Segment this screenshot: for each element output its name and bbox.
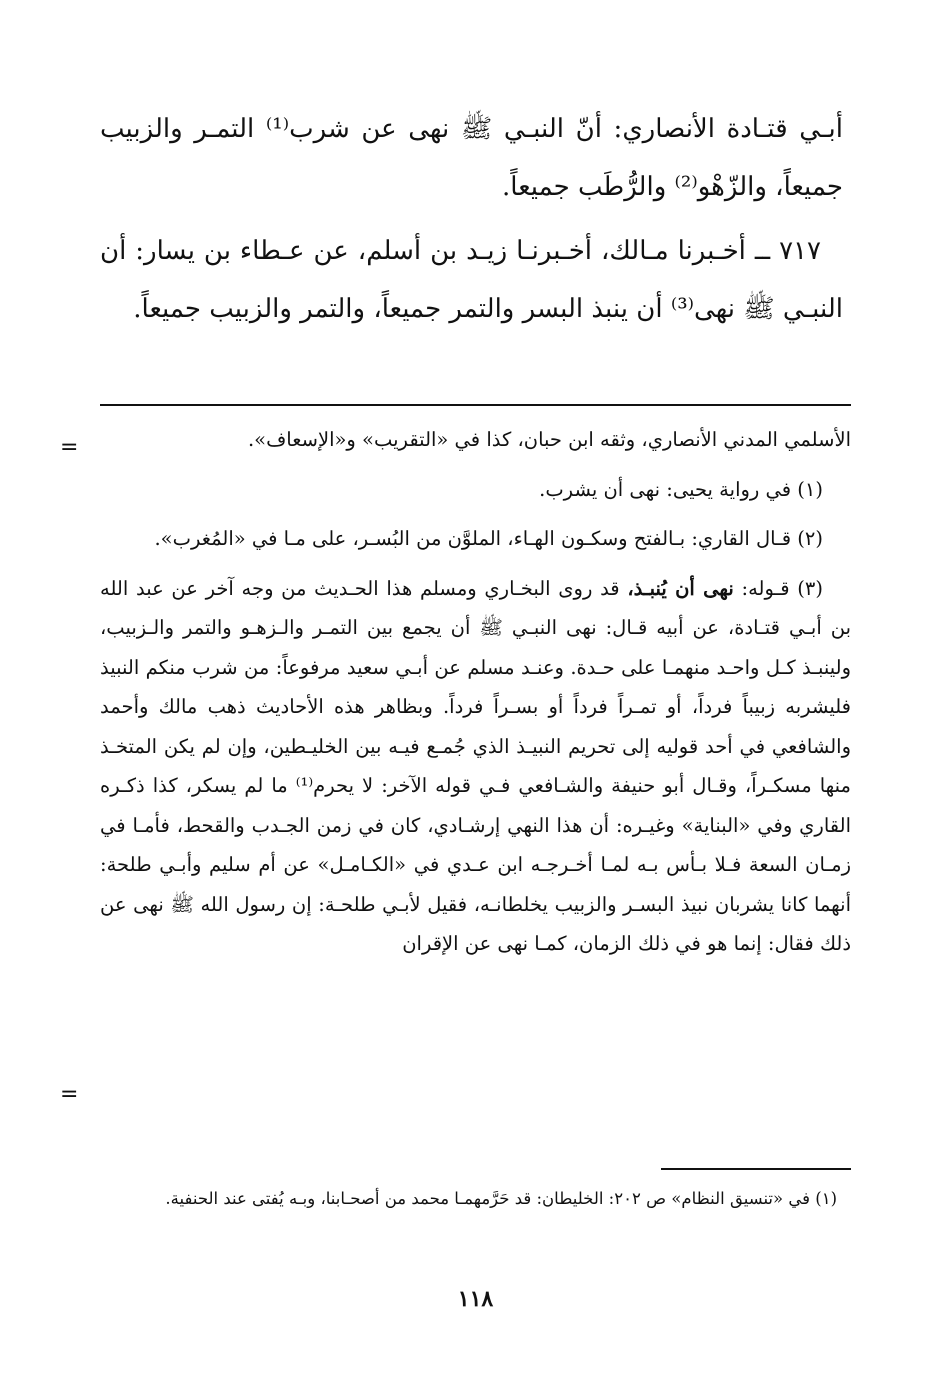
page-number: ١١٨ <box>457 1286 494 1312</box>
footnote-3-quote: نهى أن يُنبـذ، <box>627 576 734 600</box>
footnote-separator <box>100 404 851 406</box>
hadith-717: ٧١٧ ــ أخـبرنا مـالك، أخـبرنـا زيـد بن أسلم، عن عـطاء بن يسار: أن النبـي ﷺ نهى⁽³⁾ أن ينبذ البسر والتمر جميعاً، والتمر والزبيب جميعاً. <box>100 236 843 324</box>
footnotes <box>100 420 851 964</box>
footnote-2: (٢) قـال القاري: بـالفتح وسكـون الهـاء، الملوَّن من البُسـر، على مـا في «المُغرب». <box>154 527 823 550</box>
sub-footnote-1: (١) في «تنسيق النظام» ص ٢٠٢: الخليطان: قد حَرَّمهمـا محمد من أصحـابنا، وبـه يُفتى عند الحنفية. <box>165 1189 837 1208</box>
continuation-mark-top: = <box>60 435 79 460</box>
footnote-3-lead: (٣) قـوله: <box>741 576 823 600</box>
sub-footnotes <box>100 1182 851 1216</box>
subnote-separator <box>661 1168 851 1170</box>
footnote-continuation: الأسلمي المدني الأنصاري، وثقه ابن حبان، كذا في «التقريب» و«الإسعاف». <box>247 428 851 451</box>
footnote-1: (١) في رواية يحيى: نهى أن يشرب. <box>539 477 823 501</box>
main-text <box>100 100 843 338</box>
main-paragraph-1: أبـي قتـادة الأنصاري: أنّ النبـي ﷺ نهى عن شرب⁽¹⁾ التمـر والزبيب جميعاً، والزّهْو⁽²⁾ والرُّطَب جميعاً. <box>100 114 844 202</box>
footnote-3-body: قد روى البخـاري ومسلم هذا الحـديث من وجه آخر عن عبد الله بن أبـي قتـادة، عن أبيه قـال: نهى النبـي ﷺ أن يجمع بين التمـر والـزهـو والتمر والـزبيب، ولينبـذ كـل واحـد منهمـا على حـدة. وعنـد مسلم عن أبـي سعيد مرفوعاً: من شرب منكم النبيذ فليشربه زبيباً فرداً، أو تمـراً فرداً أو بسـراً فرداً. وبظاهر هذه الأحاديث ذهب مالك وأحمد والشافعي في أحد قوليه إلى تحريم النبيـذ الذي جُمـع فيـه بين الخليـطين، وإن لم يكن المتخـذ منها مسكـراً، وقـال أبو حنيفة والشـافعي فـي قوله الآخر: لا يحرم⁽¹⁾ ما لم يسكر، كذا ذكـره القاري وفي «البناية» وغيـره: أن هذا النهي إرشـادي، كان في زمن الجـدب والقحط، فأمـا في زمـان السعة فـلا بـأس بـه لمـا أخـرجـه ابن عـدي في «الكـامـل» عن أم سليم وأبـي طلحة: أنهما كانا يشربان نبيذ البسـر والزبيب يخلطانـه، فقيل لأبـي طلحـة: إن رسول الله ﷺ نهى عن ذلك فقال: إنما هو في ذلك الزمان، كمـا نهى عن الإقران <box>100 576 851 955</box>
continuation-mark-bottom: = <box>60 1082 79 1107</box>
footnote-3 <box>100 569 851 964</box>
